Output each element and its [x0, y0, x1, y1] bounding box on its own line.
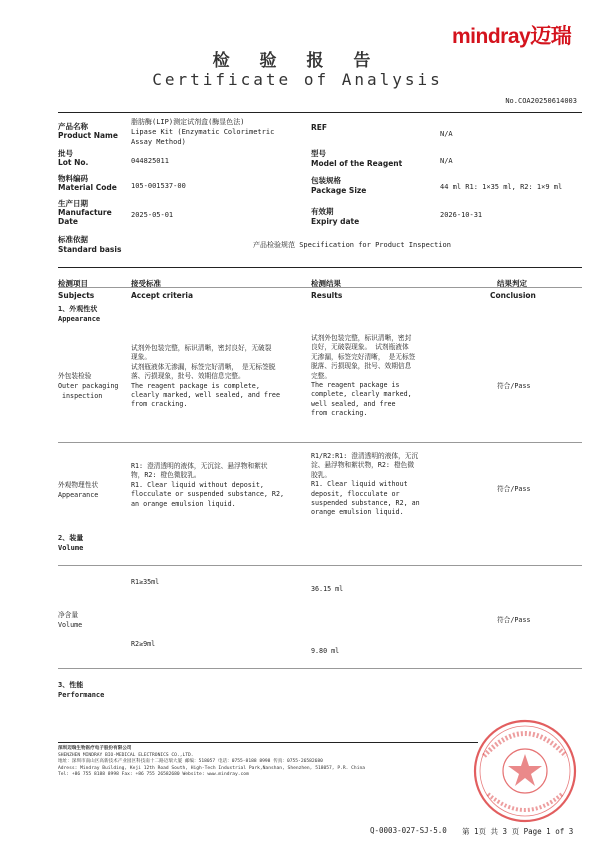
model-label-cn: 型号 [311, 149, 326, 158]
accept-line: clearly marked, well sealed, and free [131, 391, 280, 400]
expiry-label-cn: 有效期 [311, 207, 334, 216]
accept-line: R1: 澄清透明的液体，无沉淀、悬浮物和絮状 [131, 462, 268, 470]
result-line: 试剂外包装完整，标识清晰，密封 [311, 334, 412, 342]
model-value: N/A [440, 157, 453, 165]
footer-address-cn: 地址：深圳市南山区高新技术产业园区科技南十二路迈瑞大厦 邮编：518057 电话：0755-8188 8998 传真：0755-26582680 [58, 759, 323, 764]
standard-label-cn: 标准依据 [58, 235, 88, 244]
result-line: R1. Clear liquid without [311, 480, 408, 489]
result-line: 良好，无破裂现象。 试剂瓶液体 [311, 343, 409, 352]
row-volume-accept-r1: R1≥35ml [131, 578, 160, 586]
row-appearance-conclusion: 符合/Pass [497, 485, 531, 493]
row-volume-conclusion: 符合/Pass [497, 616, 531, 624]
row-outer-packaging-result [311, 334, 441, 419]
row-outer-packaging-subject-en-2: inspection [62, 392, 103, 400]
document-number: No.COA20250614003 [505, 97, 577, 105]
package-label-cn: 包装规格 [311, 176, 341, 185]
row-outer-packaging-subject-cn: 外包装检验 [58, 372, 92, 380]
ref-label: REF [311, 123, 328, 132]
header-divider [58, 112, 582, 113]
footer-address-en: Adress: Mindray Building, Keji 12th Road South, High-Tech Industrial Park,Nanshan, Shenzhen, 518057, P.R. China [58, 765, 365, 771]
model-label-en: Model of the Reagent [311, 159, 403, 168]
product-name-value-en-1: Lipase Kit (Enzymatic Colorimetric [131, 128, 275, 136]
col-subjects-cn: 检测项目 [58, 279, 88, 288]
lot-value: 044825011 [131, 157, 169, 165]
table-header-divider [58, 287, 582, 288]
col-accept-en: Accept criteria [131, 291, 194, 300]
accept-line: flocculate or suspended substance, R2, [131, 490, 284, 499]
package-label-en: Package Size [311, 186, 367, 195]
product-name-label-cn: 产品名称 [58, 122, 88, 131]
result-line: deposit, flocculate or [311, 489, 400, 498]
mindray-logo: mindray迈瑞 [452, 25, 572, 48]
product-name-label-en: Product Name [58, 131, 118, 140]
package-value: 44 ml R1: 1×35 ml, R2: 1×9 ml [440, 183, 563, 191]
row-divider [58, 442, 582, 443]
row-volume-result-r2: 9.80 ml [311, 647, 340, 655]
row-appearance-accept [131, 462, 307, 509]
accept-line: from cracking. [131, 400, 188, 409]
accept-line: 试剂瓶液体无渗漏，标签完好清晰， 是无标签脱 [131, 362, 276, 371]
footer-block [58, 746, 488, 779]
accept-line: 物，R2: 橙色微胶乳。 [131, 471, 201, 480]
result-line: 完整。 [311, 371, 332, 380]
col-conclusion-cn: 结果判定 [497, 279, 527, 288]
product-name-value-en-2: Assay Method) [131, 138, 186, 146]
result-line: orange emulsion liquid. [311, 508, 404, 517]
accept-line: The reagent package is complete, [131, 381, 260, 390]
result-line: suspended substance, R2, an [311, 499, 420, 508]
section-appearance-cn: 1、外观性状 [58, 305, 98, 313]
row-outer-packaging-accept [131, 344, 307, 410]
row-appearance-subject-en: Appearance [58, 491, 99, 499]
standard-label-en: Standard basis [58, 245, 122, 254]
manufacture-value: 2025-05-01 [131, 211, 174, 219]
result-line: from cracking. [311, 409, 368, 418]
material-label-cn: 物料编码 [58, 174, 88, 183]
company-seal [470, 716, 580, 830]
result-line: 无渗漏，标签完好清晰， 是无标签 [311, 352, 416, 361]
col-results-cn: 检测结果 [311, 279, 341, 288]
col-results-en: Results [311, 291, 343, 300]
accept-line: 试剂外包装完整，标识清晰，密封良好，无破裂 [131, 344, 272, 352]
accept-line: 现象。 [131, 353, 152, 362]
section-volume-cn: 2、装量 [58, 534, 84, 542]
result-line: 淀、悬浮物和絮状物，R2: 橙色微 [311, 461, 415, 470]
title-cn: 检 验 报 告 [212, 51, 383, 71]
ref-value: N/A [440, 130, 453, 138]
lot-label-cn: 批号 [58, 149, 73, 158]
lot-label-en: Lot No. [58, 158, 89, 167]
manufacture-label-en-1: Manufacture [58, 208, 112, 217]
standard-value: 产品检验规范 Specification for Product Inspection [253, 241, 451, 249]
info-divider [58, 267, 582, 268]
section-appearance-en: Appearance [58, 315, 101, 323]
expiry-value: 2026-10-31 [440, 211, 483, 219]
col-conclusion-en: Conclusion [490, 291, 536, 300]
row-appearance-subject-cn: 外观物理性状 [58, 481, 99, 489]
row-volume-subject-cn: 净含量 [58, 611, 79, 619]
result-line: 脱落、污损现象，批号、效期信息 [311, 362, 412, 371]
row-appearance-result [311, 452, 441, 518]
footer-divider [58, 742, 478, 743]
section-volume-en: Volume [58, 544, 84, 552]
product-name-value-cn: 脂肪酶(LIP)测定试剂盒(酶显色法) [131, 118, 245, 126]
footer-company-cn: 深圳迈瑞生物医疗电子股份有限公司 [58, 746, 132, 751]
manufacture-label-cn: 生产日期 [58, 199, 88, 208]
result-line: 胶乳。 [311, 470, 332, 479]
row-outer-packaging-subject-en-1: Outer packaging [58, 382, 119, 390]
result-line: complete, clearly marked, [311, 390, 412, 399]
col-accept-cn: 接受标准 [131, 279, 161, 288]
result-line: well sealed, and free [311, 399, 396, 408]
result-line: R1/R2:R1: 澄清透明的液体，无沉 [311, 452, 419, 460]
row-divider [58, 668, 582, 669]
accept-line: 落、污损现象，批号、效期信息完整。 [131, 372, 245, 381]
expiry-label-en: Expiry date [311, 217, 360, 226]
footer-company-en: SHENZHEN MINDRAY BIO-MEDICAL ELECTRONICS CO.,LTD. [58, 752, 194, 758]
page-indicator: 第 1页 共 3 页 Page 1 of 3 [462, 827, 574, 836]
row-volume-result-r1: 36.15 ml [311, 585, 344, 593]
section-performance-en: Performance [58, 691, 105, 699]
form-number: Q-0003-027-SJ-5.0 [370, 826, 447, 835]
row-volume-subject-en: Volume [58, 621, 83, 629]
accept-line: R1. Clear liquid without deposit, [131, 480, 264, 489]
title-en: Certificate of Analysis [152, 70, 443, 89]
accept-line: an orange emulsion liquid. [131, 499, 236, 508]
section-performance-cn: 3、性能 [58, 681, 84, 689]
row-divider [58, 565, 582, 566]
row-outer-packaging-conclusion: 符合/Pass [497, 382, 531, 390]
manufacture-label-en-2: Date [58, 217, 78, 226]
row-volume-accept-r2: R2≥9ml [131, 640, 156, 648]
footer-tel: Tel: +86 755 8188 8998 Fax: +86 755 26582680 Website: www.mindray.com [58, 772, 249, 777]
material-label-en: Material Code [58, 183, 117, 192]
col-subjects-en: Subjects [58, 291, 95, 300]
result-line: The reagent package is [311, 381, 400, 390]
material-value: 105-001537-00 [131, 182, 186, 190]
